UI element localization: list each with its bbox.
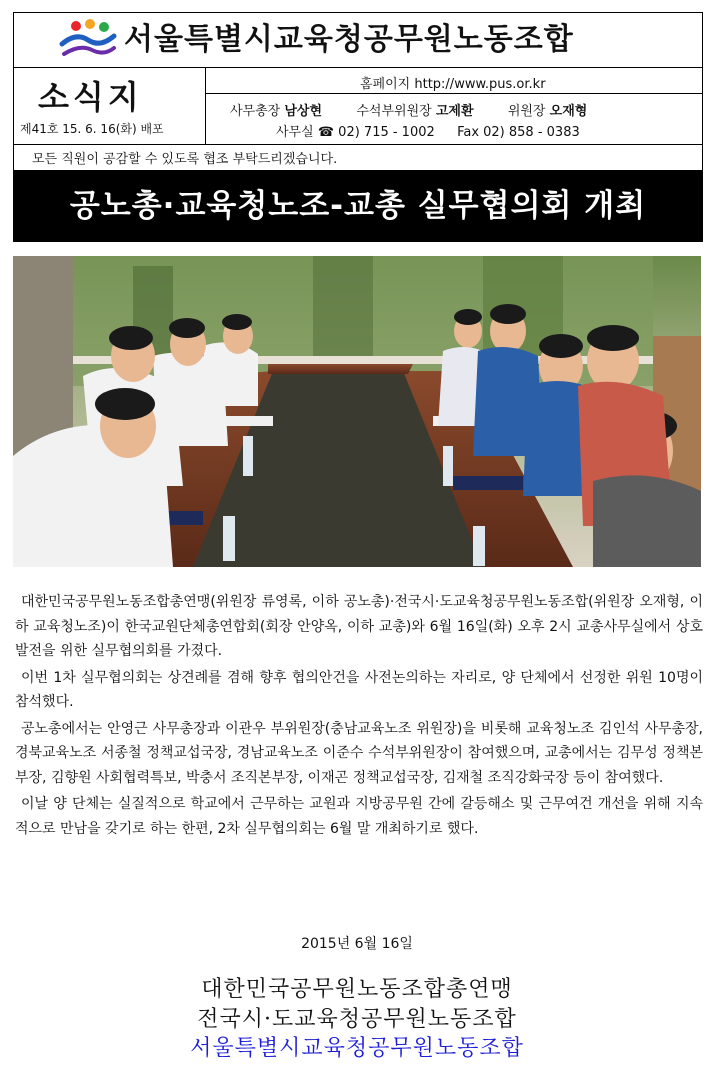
fax-number: Fax 02) 858 - 0383	[457, 125, 580, 140]
office-label: 사무실	[276, 125, 314, 140]
signature-national-union: 전국시·도교육청공무원노동조합	[197, 1007, 517, 1032]
officers-row	[230, 100, 587, 119]
vp-label: 수석부위원장	[356, 104, 432, 119]
meeting-photo	[13, 256, 701, 567]
article-paragraph: 이날 양 단체는 실질적으로 학교에서 근무하는 교원과 지방공무원 간에 갈등해소 및 근무여건 개선을 위해 지속적으로 만남을 갖기로 하는 한편, 2차 실무협의회는 6월 말 개최하기로 했다.	[15, 796, 703, 837]
phone-icon: ☎	[317, 125, 335, 140]
signature-seoul-union: 서울특별시교육청공무원노동조합	[190, 1036, 524, 1061]
contact-row	[276, 121, 580, 140]
article-paragraph: 이번 1차 실무협의회는 상견례를 겸해 향후 협의안건을 사전논의하는 자리로, 양 단체에서 선정한 위원 10명이 참석했다.	[15, 669, 703, 710]
sec-gen-name: 남상현	[284, 104, 323, 119]
article-date: 2015년 6월 16일	[301, 936, 413, 952]
article-paragraph: 공노총에서는 안영근 사무총장과 이관우 부위원장(충남교육노조 위원장)을 비롯해 교육청노조 김인석 사무총장, 경북교육노조 서종철 정책교섭국장, 경남교육노조 이준수 수석부위원장이 참여했으며, 교총에서는 김무성 정책본부장, 김향원 사회협력특보, 박충서 조직본부장, 이재곤 정책교섭국장, 김재철 조직강화국장 등이 참여했다.	[15, 720, 703, 786]
union-logo-icon	[58, 18, 118, 60]
sec-gen-label: 사무총장	[230, 104, 281, 119]
chair-label: 위원장	[507, 104, 546, 119]
newsletter-title: 소식지	[38, 78, 143, 116]
notice-text: 모든 직원이 공감할 수 있도록 협조 부탁드리겠습니다.	[32, 152, 338, 167]
vp-name: 고제환	[435, 104, 474, 119]
chair-name: 오재형	[549, 104, 588, 119]
issue-info: 제41호 15. 6. 16(화) 배포	[20, 122, 164, 136]
article-paragraph: 대한민국공무원노동조합총연맹(위원장 류영록, 이하 공노총)·전국시·도교육청공무원노동조합(위원장 오재형, 이하 교육청노조)이 한국교원단체총연합회(회장 안양옥, 이하 교총)와 6월 16일(화) 오후 2시 교총사무실에서 상호발전을 위한 실무협의회를 가졌다.	[15, 594, 703, 659]
masthead-title: 서울특별시교육청공무원노동조합	[124, 22, 574, 57]
article-body	[15, 590, 703, 843]
phone-number: 02) 715 - 1002	[338, 125, 435, 140]
headline: 공노총·교육청노조-교총 실무협의회 개최	[69, 188, 647, 224]
homepage-link[interactable]: 홈페이지 http://www.pus.or.kr	[360, 77, 546, 92]
divider	[13, 144, 703, 145]
signature-confederation: 대한민국공무원노동조합총연맹	[201, 977, 513, 1002]
